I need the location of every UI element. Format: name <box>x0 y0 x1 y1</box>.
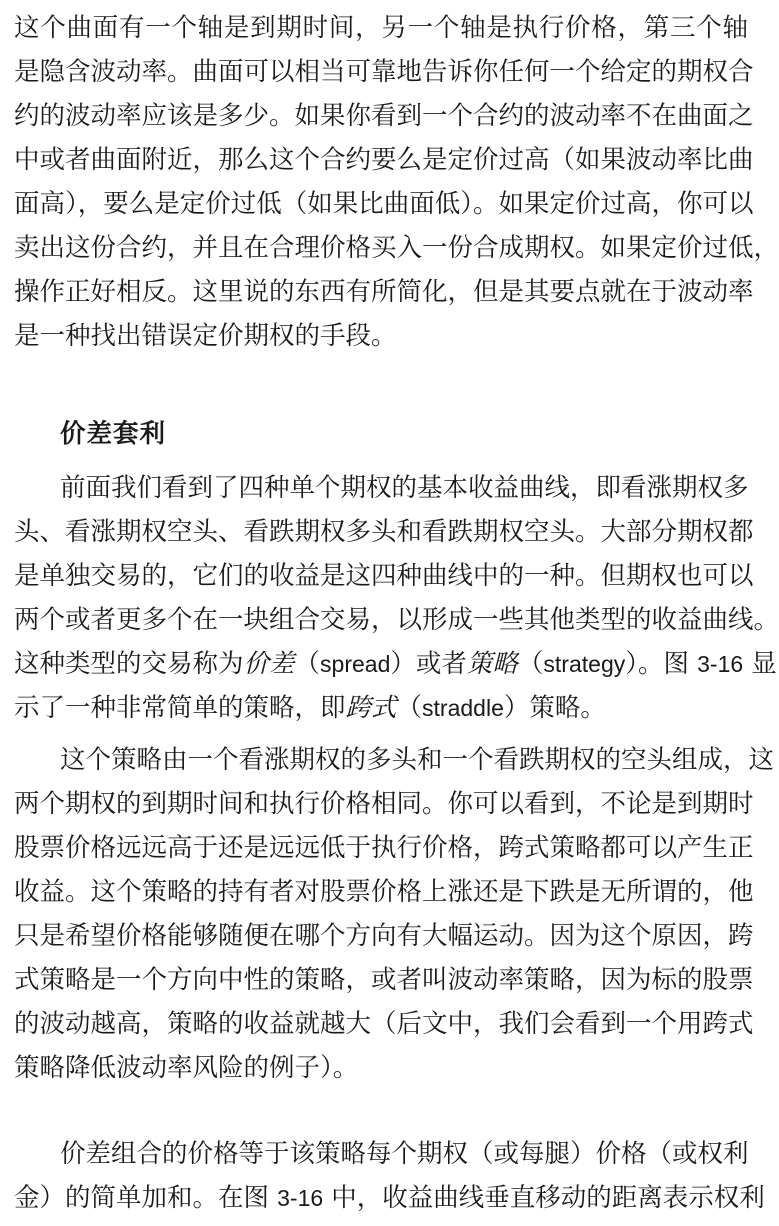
text-line: 是单独交易的，它们的收益是这四种曲线中的一种。但期权也可以 <box>14 561 754 591</box>
text-run: ）或者 <box>390 649 467 679</box>
text-line: 价差组合的价格等于该策略每个期权（或每腿）价格（或权利 <box>60 1139 749 1169</box>
text-line: 是一种找出错误定价期权的手段。 <box>14 321 397 351</box>
latin-term: strategy <box>543 651 626 677</box>
text-line: 约的波动率应该是多少。如果你看到一个合约的波动率不在曲面之 <box>14 101 754 131</box>
text-line: 两个期权的到期时间和执行价格相同。你可以看到，不论是到期时 <box>14 789 754 819</box>
text-line: 收益。这个策略的持有者对股票价格上涨还是下跌是无所谓的，他 <box>14 877 754 907</box>
text-line <box>14 1176 765 1220</box>
text-line: 策略降低波动率风险的例子）。 <box>14 1053 359 1083</box>
section-heading: 价差套利 <box>60 419 167 449</box>
emphasis-term: 策略 <box>466 649 518 679</box>
latin-term: spread <box>320 651 391 677</box>
text-run: 示了一种非常简单的策略，即 <box>14 693 346 723</box>
text-run: （ <box>294 649 321 679</box>
latin-term: straddle <box>422 695 504 721</box>
text-run: 金）的简单加和。在图 <box>14 1183 270 1213</box>
text-run: 显 <box>751 649 777 679</box>
text-line: 的波动越高，策略的收益就越大（后文中，我们会看到一个用跨式 <box>14 1009 754 1039</box>
figure-reference: 3-16 <box>697 651 744 677</box>
text-line: 卖出这份合约，并且在合理价格买入一份合成期权。如果定价过低， <box>14 233 779 263</box>
text-line: 面高），要么是定价过低（如果比曲面低）。如果定价过高，你可以 <box>14 189 754 219</box>
text-run: 这种类型的交易称为 <box>14 649 244 679</box>
text-line: 股票价格远远高于还是远远低于执行价格，跨式策略都可以产生正 <box>14 833 754 863</box>
text-line: 这个策略由一个看涨期权的多头和一个看跌期权的空头组成，这 <box>60 745 775 775</box>
text-line: 这个曲面有一个轴是到期时间，另一个轴是执行价格，第三个轴 <box>14 13 748 43</box>
text-run: ）。图 <box>625 649 690 679</box>
emphasis-term: 价差 <box>243 649 295 679</box>
text-run: （ <box>517 649 544 679</box>
figure-reference: 3-16 <box>277 1185 324 1211</box>
text-run: （ <box>396 693 423 723</box>
text-line: 只是希望价格能够随便在哪个方向有大幅运动。因为这个原因，跨 <box>14 921 754 951</box>
emphasis-term: 跨式 <box>345 693 397 723</box>
text-line <box>14 686 748 730</box>
text-line: 式策略是一个方向中性的策略，或者叫波动率策略，因为标的股票 <box>14 965 754 995</box>
text-run: ）策略。 <box>503 693 606 723</box>
text-line <box>14 642 777 686</box>
text-run: 中，收益曲线垂直移动的距离表示权利 <box>331 1183 765 1213</box>
text-line: 头、看涨期权空头、看跌期权多头和看跌期权空头。大部分期权都 <box>14 517 754 547</box>
text-line: 是隐含波动率。曲面可以相当可靠地告诉你任何一个给定的期权合 <box>14 57 754 87</box>
text-line: 中或者曲面附近，那么这个合约要么是定价过高（如果波动率比曲 <box>14 145 754 175</box>
text-line: 操作正好相反。这里说的东西有所简化，但是其要点就在于波动率 <box>14 277 754 307</box>
text-line: 两个或者更多个在一块组合交易，以形成一些其他类型的收益曲线。 <box>14 605 779 635</box>
text-line: 前面我们看到了四种单个期权的基本收益曲线，即看涨期权多 <box>60 473 749 503</box>
